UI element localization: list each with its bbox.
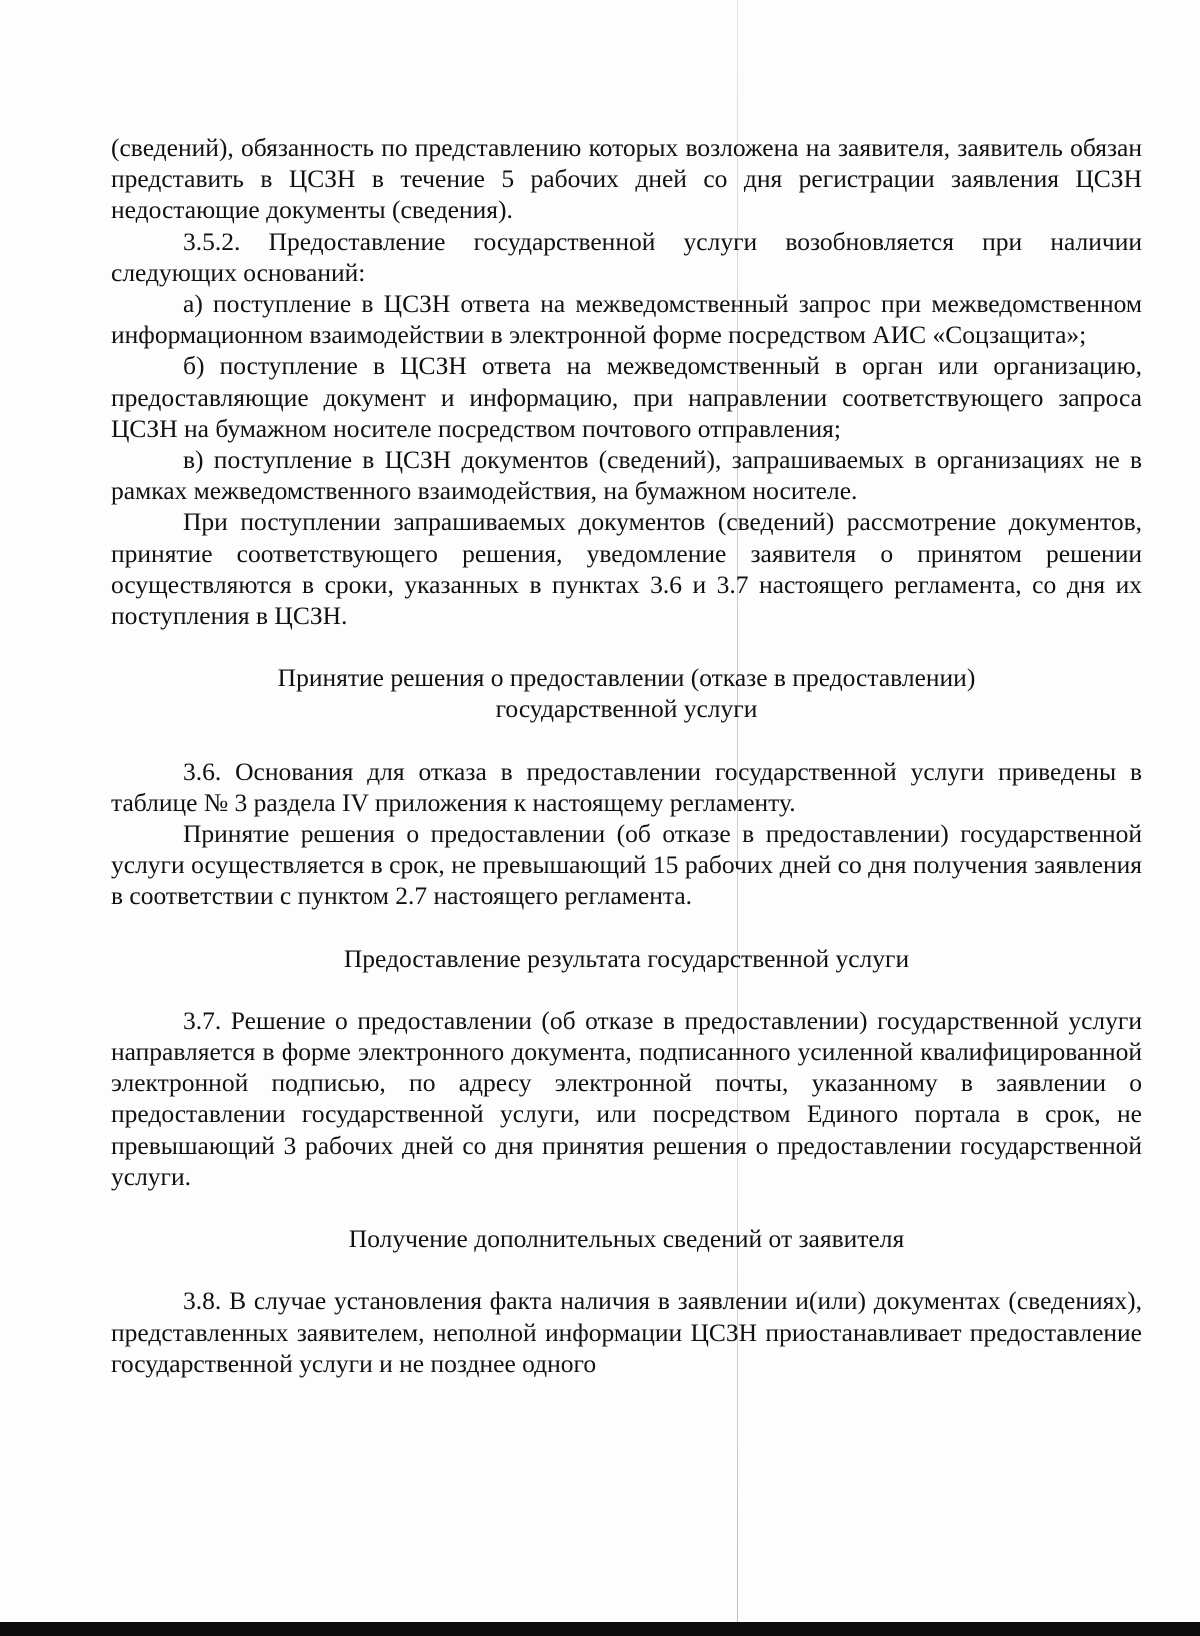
paragraph-item-a: а) поступление в ЦСЗН ответа на межведомственный запрос при межведомственном информационном взаимодействии в электронной форме посредством АИС «Соцзащита»;: [111, 289, 1142, 350]
paragraph-item-b: б) поступление в ЦСЗН ответа на межведомственный в орган или организацию, предоставляющие документ и информацию, при направлении соответствующего запроса ЦСЗН на бумажном носителе посредством почтового отправления;: [111, 351, 1142, 443]
document-body: [111, 132, 1142, 1379]
paragraph-3-5-2: 3.5.2. Предоставление государственной услуги возобновляется при наличии следующих оснований:: [111, 226, 1142, 287]
heading-decision-line2: государственной услуги: [495, 694, 758, 724]
section-heading-decision: [111, 662, 1142, 724]
paragraph-3-7: 3.7. Решение о предоставлении (об отказе в предоставлении) государственной услуги направляется в форме электронного документа, подписанного усиленной квалифицированной электронной подписью, по адресу электронной почты, указанному в заявлении о предоставлении государственной услуги, или посредством Единого портала в срок, не превышающий 3 рабочих дней со дня принятия решения о предоставлении государственной услуги.: [111, 1005, 1142, 1191]
heading-result: Предоставление результата государственной услуги: [343, 943, 910, 973]
heading-additional: Получение дополнительных сведений от заявителя: [348, 1224, 905, 1254]
paragraph-continuation: (сведений), обязанность по представлению которых возложена на заявителя, заявитель обязан представить в ЦСЗН в течение 5 рабочих дней со дня регистрации заявления ЦСЗН недостающие документы (сведения).: [111, 133, 1142, 225]
paragraph-decision-term: Принятие решения о предоставлении (об отказе в предоставлении) государственной услуги осуществляется в срок, не превышающий 15 рабочих дней со дня получения заявления в соответствии с пунктом 2.7 настоящего регламента.: [111, 819, 1142, 911]
paragraph-3-8: 3.8. В случае установления факта наличия в заявлении и(или) документах (сведениях), представленных заявителем, неполной информации ЦСЗН приостанавливает предоставление государственной услуги и не позднее одного: [111, 1286, 1142, 1378]
paragraph-item-v: в) поступление в ЦСЗН документов (сведений), запрашиваемых в организациях не в рамках межведомственного взаимодействия, на бумажном носителе.: [111, 445, 1142, 506]
heading-decision-line1: Принятие решения о предоставлении (отказе в предоставлении): [277, 663, 976, 693]
scan-bottom-edge: [0, 1622, 1200, 1636]
paragraph-receipt: При поступлении запрашиваемых документов (сведений) рассмотрение документов, принятие соответствующего решения, уведомление заявителя о принятом решении осуществляются в сроки, указанных в пунктах 3.6 и 3.7 настоящего регламента, со дня их поступления в ЦСЗН.: [111, 507, 1142, 631]
paragraph-3-6: 3.6. Основания для отказа в предоставлении государственной услуги приведены в таблице № 3 раздела IV приложения к настоящему регламенту.: [111, 756, 1142, 817]
